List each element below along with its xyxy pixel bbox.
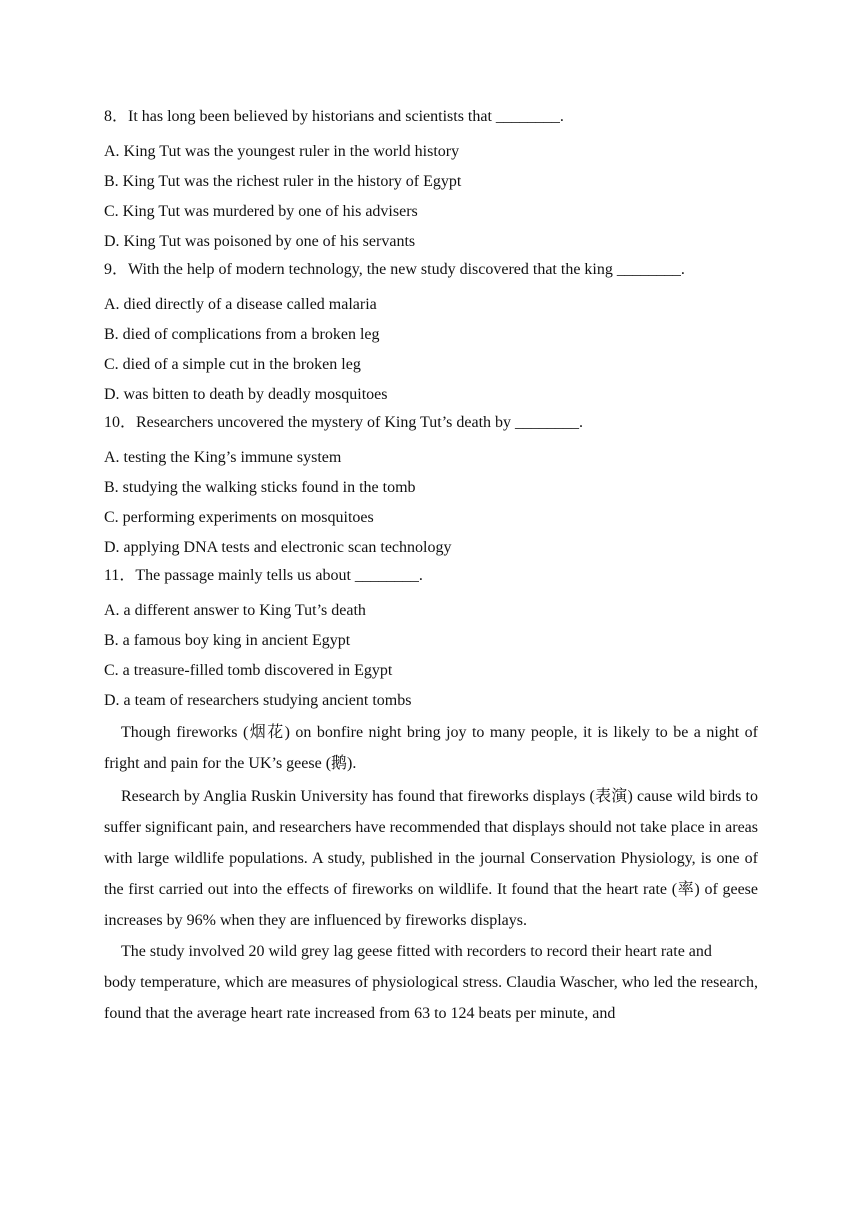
- question-8: [104, 104, 758, 257]
- option-c: C. died of a simple cut in the broken leg: [104, 356, 361, 373]
- question-stem: 11．The passage mainly tells us about ________.: [104, 567, 423, 584]
- question-10: [104, 410, 758, 563]
- option-c: C. King Tut was murdered by one of his advisers: [104, 203, 418, 220]
- option-b: B. studying the walking sticks found in the tomb: [104, 479, 416, 496]
- option-a: A. testing the King’s immune system: [104, 449, 342, 466]
- question-stem: 10．Researchers uncovered the mystery of King Tut’s death by ________.: [104, 414, 584, 431]
- document-page: [104, 104, 758, 1029]
- question-9: [104, 257, 758, 410]
- option-d: D. applying DNA tests and electronic scan technology: [104, 539, 452, 556]
- passage-paragraph: Research by Anglia Ruskin University has found that fireworks displays (表演) cause wild birds to suffer significant pain, and researchers have recommended that displays should not take place in areas with large wildlife populations. A study, published in the journal Conservation Physiology, is one of the first carried out into the effects of fireworks on wildlife. It found that the heart rate (率) of geese increases by 96% when they are influenced by fireworks displays.: [104, 788, 759, 929]
- option-d: D. was bitten to death by deadly mosquitoes: [104, 386, 388, 403]
- question-stem: 8．It has long been believed by historians and scientists that ________.: [104, 108, 564, 125]
- question-11: [104, 563, 758, 716]
- option-a: A. died directly of a disease called malaria: [104, 296, 377, 313]
- option-d: D. a team of researchers studying ancient tombs: [104, 692, 412, 709]
- option-c: C. performing experiments on mosquitoes: [104, 509, 374, 526]
- reading-passage: [104, 717, 758, 1029]
- question-stem: 9．With the help of modern technology, the new study discovered that the king ________.: [104, 261, 685, 278]
- passage-paragraph: body temperature, which are measures of physiological stress. Claudia Wascher, who led the research, found that the average heart rate increased from 63 to 124 beats per minute, and: [104, 974, 758, 1022]
- passage-paragraph: Though fireworks (烟花) on bonfire night bring joy to many people, it is likely to be a night of fright and pain for the UK’s geese (鹅).: [104, 724, 758, 772]
- option-a: A. a different answer to King Tut’s death: [104, 602, 366, 619]
- option-a: A. King Tut was the youngest ruler in the world history: [104, 143, 460, 160]
- option-b: B. a famous boy king in ancient Egypt: [104, 632, 351, 649]
- option-c: C. a treasure-filled tomb discovered in Egypt: [104, 662, 393, 679]
- option-b: B. King Tut was the richest ruler in the history of Egypt: [104, 173, 462, 190]
- option-b: B. died of complications from a broken leg: [104, 326, 380, 343]
- passage-paragraph: The study involved 20 wild grey lag geese fitted with recorders to record their heart rate and: [121, 943, 712, 960]
- option-d: D. King Tut was poisoned by one of his servants: [104, 233, 416, 250]
